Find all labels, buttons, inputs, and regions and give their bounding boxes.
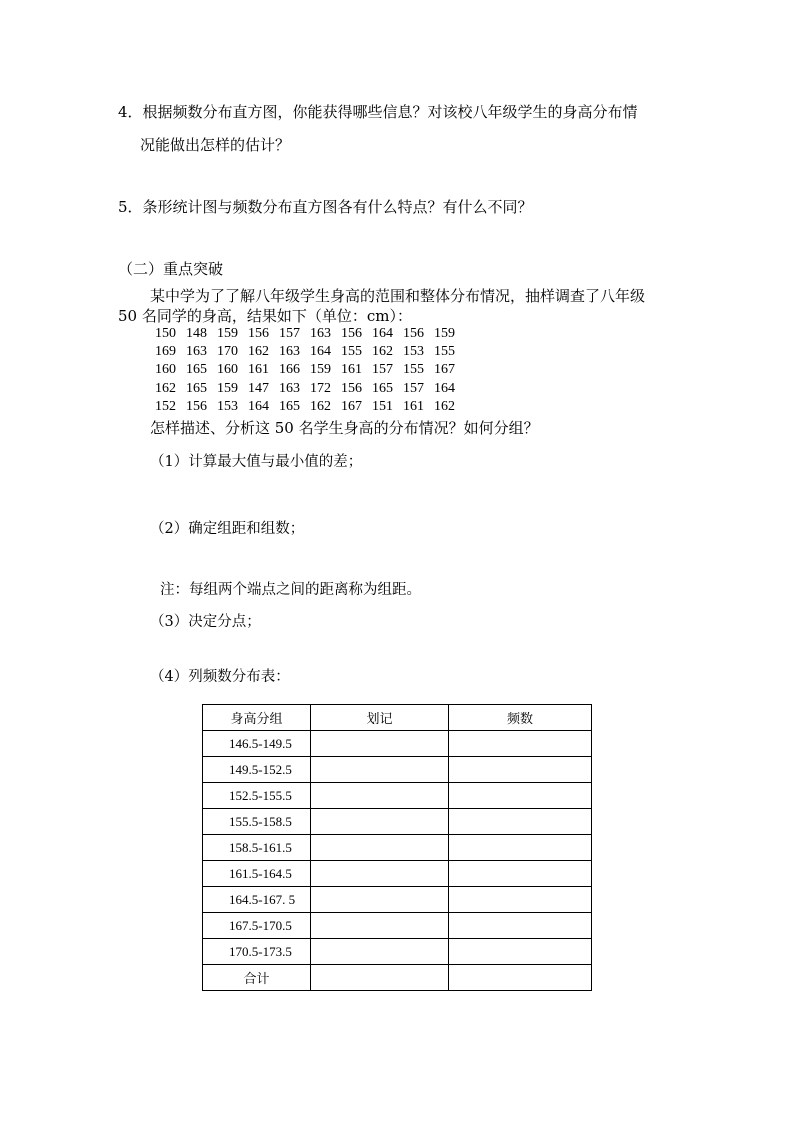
height-value: 165 <box>186 362 207 378</box>
height-value: 157 <box>372 362 393 378</box>
height-value: 156 <box>341 380 362 396</box>
table-row <box>203 861 592 887</box>
height-value: 155 <box>403 362 424 378</box>
height-value: 156 <box>341 326 362 341</box>
table-header-row <box>203 705 592 731</box>
height-value: 157 <box>279 326 300 341</box>
height-value: 162 <box>248 344 269 360</box>
height-value: 172 <box>310 380 331 396</box>
height-value: 152 <box>155 398 176 414</box>
height-value: 151 <box>372 398 393 414</box>
height-value: 156 <box>186 398 207 414</box>
frequency-cell[interactable] <box>449 731 592 757</box>
frequency-cell[interactable] <box>449 809 592 835</box>
table-row <box>203 731 592 757</box>
frequency-cell[interactable] <box>449 913 592 939</box>
height-value: 165 <box>372 380 393 396</box>
table-row <box>203 809 592 835</box>
height-group-cell: 146.5-149.5 <box>203 731 311 757</box>
tally-cell[interactable] <box>311 757 449 783</box>
table-row <box>203 913 592 939</box>
header-tally: 划记 <box>311 705 449 731</box>
height-value: 163 <box>279 380 300 396</box>
height-value: 161 <box>341 362 362 378</box>
height-value: 159 <box>217 326 238 341</box>
frequency-cell[interactable] <box>449 887 592 913</box>
height-group-cell: 158.5-161.5 <box>203 835 311 861</box>
height-group-cell: 149.5-152.5 <box>203 757 311 783</box>
height-value: 164 <box>434 380 455 396</box>
height-data-grid <box>150 326 460 417</box>
table-row <box>203 783 592 809</box>
total-label: 合计 <box>203 965 311 991</box>
height-group-cell: 167.5-170.5 <box>203 913 311 939</box>
height-value: 165 <box>186 380 207 396</box>
height-value: 162 <box>310 398 331 414</box>
table-total-row <box>203 965 592 991</box>
frequency-cell[interactable] <box>449 861 592 887</box>
step-1: （1）计算最大值与最小值的差； <box>150 454 363 470</box>
analysis-question: 怎样描述、分析这 50 名学生身高的分布情况？如何分组？ <box>150 419 539 437</box>
height-value: 156 <box>403 326 424 341</box>
question-4-line-1: 4．根据频数分布直方图，你能获得哪些信息？对该校八年级学生的身高分布情 <box>118 103 638 121</box>
height-value: 166 <box>279 362 300 378</box>
height-value: 157 <box>403 380 424 396</box>
table-row <box>203 939 592 965</box>
table-row <box>203 757 592 783</box>
intro-line-2: 50 名同学的身高，结果如下（单位：cm）： <box>118 307 412 325</box>
height-value: 150 <box>155 326 176 341</box>
table-body <box>203 731 592 991</box>
height-value: 159 <box>217 380 238 396</box>
height-value: 170 <box>217 344 238 360</box>
total-tally-cell[interactable] <box>311 965 449 991</box>
height-value: 162 <box>155 380 176 396</box>
tally-cell[interactable] <box>311 835 449 861</box>
height-group-cell: 170.5-173.5 <box>203 939 311 965</box>
tally-cell[interactable] <box>311 783 449 809</box>
frequency-table <box>202 704 592 991</box>
tally-cell[interactable] <box>311 913 449 939</box>
height-value: 156 <box>248 326 269 341</box>
tally-cell[interactable] <box>311 809 449 835</box>
tally-cell[interactable] <box>311 861 449 887</box>
intro-line-1: 某中学为了了解八年级学生身高的范围和整体分布情况，抽样调查了八年级 <box>150 287 646 305</box>
frequency-cell[interactable] <box>449 783 592 809</box>
tally-cell[interactable] <box>311 887 449 913</box>
height-value: 147 <box>248 380 269 396</box>
question-5: 5．条形统计图与频数分布直方图各有什么特点？有什么不同？ <box>118 198 533 216</box>
header-frequency: 频数 <box>449 705 592 731</box>
table-row <box>203 835 592 861</box>
step-2: （2）确定组距和组数； <box>150 521 305 537</box>
height-value: 162 <box>372 344 393 360</box>
total-frequency-cell[interactable] <box>449 965 592 991</box>
height-value: 162 <box>434 398 455 414</box>
height-value: 159 <box>310 362 331 378</box>
height-value: 167 <box>434 362 455 378</box>
header-height-group: 身高分组 <box>203 705 311 731</box>
frequency-cell[interactable] <box>449 835 592 861</box>
height-value: 165 <box>279 398 300 414</box>
section-title: （二）重点突破 <box>118 260 224 278</box>
frequency-cell[interactable] <box>449 757 592 783</box>
height-value: 155 <box>434 344 455 360</box>
height-value: 159 <box>434 326 455 341</box>
height-value: 160 <box>155 362 176 378</box>
height-value: 164 <box>310 344 331 360</box>
height-value: 163 <box>186 344 207 360</box>
height-group-cell: 155.5-158.5 <box>203 809 311 835</box>
height-value: 163 <box>279 344 300 360</box>
height-value: 153 <box>403 344 424 360</box>
height-value: 164 <box>248 398 269 414</box>
height-value: 163 <box>310 326 331 341</box>
table-row <box>203 887 592 913</box>
height-value: 169 <box>155 344 176 360</box>
step-4: （4）列频数分布表： <box>150 669 290 685</box>
frequency-cell[interactable] <box>449 939 592 965</box>
height-value: 148 <box>186 326 207 341</box>
height-value: 161 <box>248 362 269 378</box>
height-value: 164 <box>372 326 393 341</box>
note: 注：每组两个端点之间的距离称为组距。 <box>160 582 421 598</box>
height-group-cell: 161.5-164.5 <box>203 861 311 887</box>
tally-cell[interactable] <box>311 939 449 965</box>
height-value: 160 <box>217 362 238 378</box>
height-group-cell: 152.5-155.5 <box>203 783 311 809</box>
height-value: 153 <box>217 398 238 414</box>
height-value: 167 <box>341 398 362 414</box>
height-value: 161 <box>403 398 424 414</box>
tally-cell[interactable] <box>311 731 449 757</box>
height-value: 155 <box>341 344 362 360</box>
step-3: （3）决定分点； <box>150 614 261 630</box>
height-group-cell: 164.5-167. 5 <box>203 887 311 913</box>
question-4-line-2: 况能做出怎样的估计？ <box>140 136 291 154</box>
